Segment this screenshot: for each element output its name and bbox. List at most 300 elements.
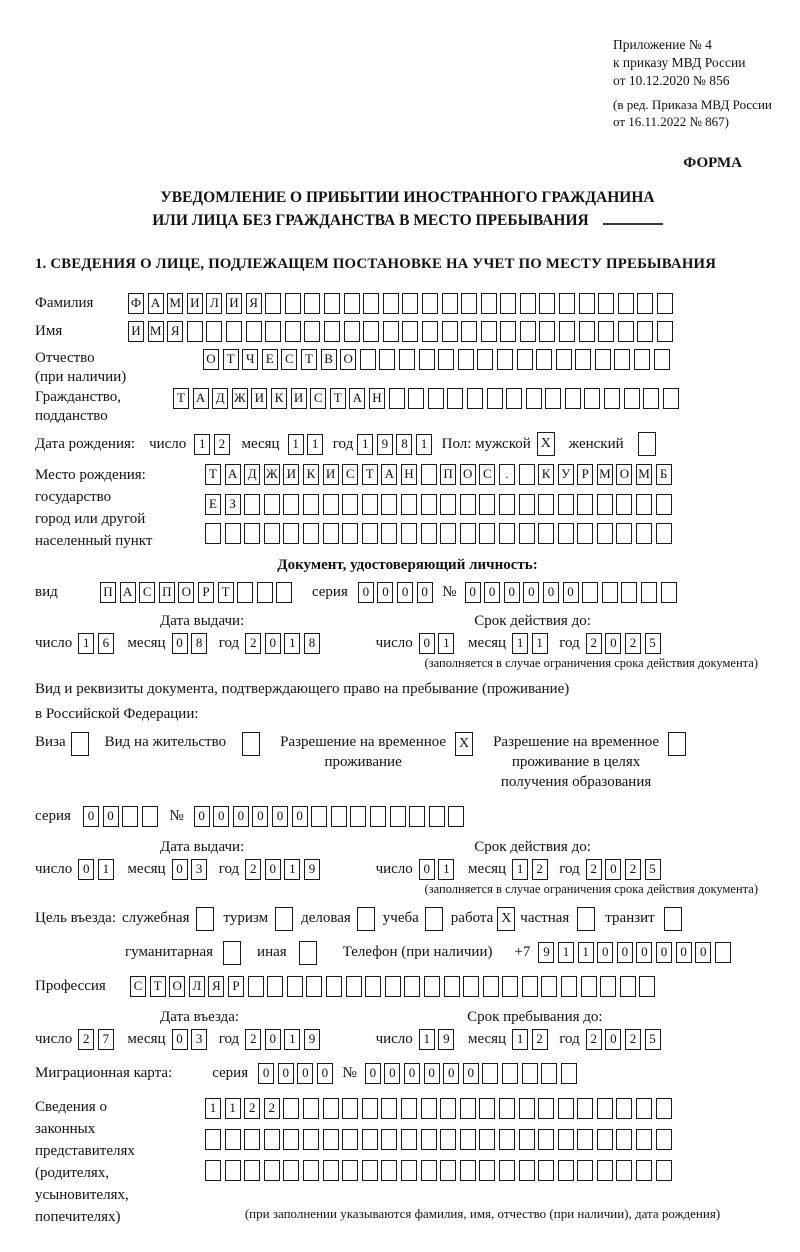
char-cell[interactable] (458, 349, 474, 370)
char-cell[interactable]: Л (206, 293, 222, 314)
char-cell[interactable] (526, 388, 542, 409)
char-cell[interactable]: 0 (417, 582, 433, 603)
char-cell[interactable] (519, 494, 535, 515)
char-cell[interactable]: М (636, 464, 652, 485)
doc-kind-cells[interactable] (100, 582, 296, 603)
char-cell[interactable]: 0 (656, 942, 672, 963)
purpose-humanitarian-checkbox[interactable] (223, 941, 241, 965)
char-cell[interactable] (342, 1129, 358, 1150)
char-cell[interactable] (244, 494, 260, 515)
char-cell[interactable]: 1 (78, 633, 94, 654)
char-cell[interactable] (187, 321, 203, 342)
birth-place-row2[interactable] (205, 494, 675, 515)
char-cell[interactable] (344, 293, 360, 314)
char-cell[interactable] (246, 321, 262, 342)
char-cell[interactable] (538, 1129, 554, 1150)
char-cell[interactable]: 7 (98, 1029, 114, 1050)
char-cell[interactable]: 2 (586, 859, 602, 880)
char-cell[interactable]: С (479, 464, 495, 485)
representatives-row1[interactable] (205, 1098, 675, 1119)
char-cell[interactable]: О (616, 464, 632, 485)
char-cell[interactable] (363, 321, 379, 342)
char-cell[interactable] (287, 976, 303, 997)
char-cell[interactable] (636, 523, 652, 544)
char-cell[interactable] (344, 321, 360, 342)
char-cell[interactable]: 2 (244, 1098, 260, 1119)
char-cell[interactable]: М (597, 464, 613, 485)
char-cell[interactable] (556, 349, 572, 370)
char-cell[interactable] (440, 494, 456, 515)
char-cell[interactable]: 2 (586, 1029, 602, 1050)
char-cell[interactable] (636, 1129, 652, 1150)
char-cell[interactable] (661, 582, 677, 603)
char-cell[interactable] (264, 523, 280, 544)
char-cell[interactable] (326, 976, 342, 997)
char-cell[interactable] (421, 1129, 437, 1150)
char-cell[interactable]: 1 (284, 859, 300, 880)
stay-month[interactable] (512, 1029, 551, 1050)
char-cell[interactable] (637, 321, 653, 342)
char-cell[interactable] (538, 523, 554, 544)
char-cell[interactable] (479, 494, 495, 515)
doc-number-cells[interactable] (465, 582, 681, 603)
char-cell[interactable] (519, 464, 535, 485)
char-cell[interactable] (428, 388, 444, 409)
char-cell[interactable] (604, 388, 620, 409)
char-cell[interactable]: Р (577, 464, 593, 485)
char-cell[interactable]: 9 (304, 859, 320, 880)
char-cell[interactable] (558, 1129, 574, 1150)
identity-valid-month[interactable] (512, 633, 551, 654)
char-cell[interactable] (634, 349, 650, 370)
char-cell[interactable] (323, 523, 339, 544)
char-cell[interactable] (303, 1098, 319, 1119)
char-cell[interactable] (442, 293, 458, 314)
char-cell[interactable] (421, 464, 437, 485)
char-cell[interactable]: 0 (384, 1063, 400, 1084)
char-cell[interactable]: 8 (396, 434, 412, 455)
char-cell[interactable] (597, 523, 613, 544)
char-cell[interactable] (248, 976, 264, 997)
char-cell[interactable]: 0 (172, 1029, 188, 1050)
rvp-issue-year[interactable] (245, 859, 323, 880)
rvp-valid-month[interactable] (512, 859, 551, 880)
visa-checkbox[interactable] (71, 732, 89, 756)
char-cell[interactable]: 9 (377, 434, 393, 455)
char-cell[interactable] (440, 1129, 456, 1150)
char-cell[interactable]: О (203, 349, 219, 370)
char-cell[interactable]: О (169, 976, 185, 997)
char-cell[interactable] (265, 321, 281, 342)
char-cell[interactable] (579, 321, 595, 342)
char-cell[interactable] (598, 293, 614, 314)
char-cell[interactable] (323, 494, 339, 515)
profession-cells[interactable] (130, 976, 659, 997)
char-cell[interactable] (304, 293, 320, 314)
char-cell[interactable]: 0 (83, 806, 99, 827)
char-cell[interactable] (460, 1098, 476, 1119)
birth-place-row3[interactable] (205, 523, 675, 544)
char-cell[interactable] (365, 976, 381, 997)
purpose-transit-checkbox[interactable] (664, 907, 682, 931)
char-cell[interactable]: 0 (397, 582, 413, 603)
char-cell[interactable]: 0 (605, 859, 621, 880)
char-cell[interactable] (421, 494, 437, 515)
char-cell[interactable] (559, 321, 575, 342)
phone-cells[interactable] (538, 942, 734, 963)
char-cell[interactable]: Р (228, 976, 244, 997)
char-cell[interactable]: С (130, 976, 146, 997)
char-cell[interactable] (244, 1129, 260, 1150)
char-cell[interactable] (536, 349, 552, 370)
char-cell[interactable] (379, 349, 395, 370)
char-cell[interactable]: 0 (265, 859, 281, 880)
rvp-issue-day[interactable] (78, 859, 117, 880)
char-cell[interactable] (461, 321, 477, 342)
char-cell[interactable] (440, 1098, 456, 1119)
char-cell[interactable]: 2 (586, 633, 602, 654)
char-cell[interactable] (461, 293, 477, 314)
char-cell[interactable]: 1 (578, 942, 594, 963)
char-cell[interactable] (401, 494, 417, 515)
char-cell[interactable] (402, 321, 418, 342)
char-cell[interactable] (595, 349, 611, 370)
char-cell[interactable]: 2 (78, 1029, 94, 1050)
char-cell[interactable]: 1 (357, 434, 373, 455)
char-cell[interactable] (303, 494, 319, 515)
char-cell[interactable] (558, 1098, 574, 1119)
char-cell[interactable]: И (128, 321, 144, 342)
char-cell[interactable]: 0 (172, 633, 188, 654)
char-cell[interactable]: 8 (304, 633, 320, 654)
char-cell[interactable]: 1 (288, 434, 304, 455)
purpose-tourism-checkbox[interactable] (275, 907, 293, 931)
rvp-number-cells[interactable] (194, 806, 468, 827)
surname-cells[interactable] (128, 293, 677, 314)
char-cell[interactable] (481, 293, 497, 314)
char-cell[interactable] (331, 806, 347, 827)
char-cell[interactable]: 1 (194, 434, 210, 455)
char-cell[interactable] (381, 494, 397, 515)
identity-issue-month[interactable] (172, 633, 211, 654)
char-cell[interactable]: П (100, 582, 116, 603)
char-cell[interactable]: 0 (504, 582, 520, 603)
char-cell[interactable] (324, 321, 340, 342)
purpose-official-checkbox[interactable] (196, 907, 214, 931)
char-cell[interactable] (402, 293, 418, 314)
char-cell[interactable]: 0 (377, 582, 393, 603)
char-cell[interactable]: 0 (617, 942, 633, 963)
birth-place-row1[interactable] (205, 464, 675, 485)
char-cell[interactable] (597, 1129, 613, 1150)
char-cell[interactable]: Ж (264, 464, 280, 485)
purpose-study-checkbox[interactable] (425, 907, 443, 931)
char-cell[interactable]: А (225, 464, 241, 485)
patronymic-cells[interactable] (203, 349, 673, 370)
char-cell[interactable] (226, 321, 242, 342)
char-cell[interactable]: 0 (419, 859, 435, 880)
char-cell[interactable]: Т (205, 464, 221, 485)
char-cell[interactable]: 1 (205, 1098, 221, 1119)
char-cell[interactable] (579, 293, 595, 314)
char-cell[interactable]: Я (208, 976, 224, 997)
char-cell[interactable]: 2 (245, 859, 261, 880)
char-cell[interactable]: 0 (636, 942, 652, 963)
char-cell[interactable] (422, 321, 438, 342)
char-cell[interactable]: 0 (358, 582, 374, 603)
char-cell[interactable] (303, 523, 319, 544)
char-cell[interactable] (323, 1129, 339, 1150)
char-cell[interactable]: И (251, 388, 267, 409)
char-cell[interactable] (545, 388, 561, 409)
char-cell[interactable]: 9 (304, 1029, 320, 1050)
char-cell[interactable] (499, 523, 515, 544)
gender-female-checkbox[interactable] (638, 432, 656, 456)
char-cell[interactable]: 0 (597, 942, 613, 963)
char-cell[interactable]: 2 (264, 1098, 280, 1119)
char-cell[interactable]: С (139, 582, 155, 603)
char-cell[interactable] (389, 388, 405, 409)
char-cell[interactable]: 0 (676, 942, 692, 963)
char-cell[interactable]: П (440, 464, 456, 485)
char-cell[interactable] (342, 1098, 358, 1119)
char-cell[interactable] (616, 1098, 632, 1119)
char-cell[interactable] (481, 321, 497, 342)
purpose-private-checkbox[interactable] (577, 907, 595, 931)
char-cell[interactable]: 1 (419, 1029, 435, 1050)
char-cell[interactable]: 0 (484, 582, 500, 603)
char-cell[interactable]: Е (205, 494, 221, 515)
identity-issue-day[interactable] (78, 633, 117, 654)
char-cell[interactable]: Н (369, 388, 385, 409)
char-cell[interactable]: И (291, 388, 307, 409)
temp-residence-education-checkbox[interactable] (668, 732, 686, 756)
char-cell[interactable] (602, 582, 618, 603)
char-cell[interactable] (463, 976, 479, 997)
char-cell[interactable] (122, 806, 138, 827)
char-cell[interactable] (538, 1098, 554, 1119)
char-cell[interactable] (346, 976, 362, 997)
char-cell[interactable] (390, 806, 406, 827)
char-cell[interactable] (429, 806, 445, 827)
char-cell[interactable]: 2 (625, 859, 641, 880)
char-cell[interactable]: 0 (172, 859, 188, 880)
char-cell[interactable] (616, 1129, 632, 1150)
char-cell[interactable] (519, 523, 535, 544)
char-cell[interactable] (577, 523, 593, 544)
char-cell[interactable]: 0 (465, 582, 481, 603)
char-cell[interactable]: 2 (532, 859, 548, 880)
char-cell[interactable] (460, 494, 476, 515)
char-cell[interactable]: 1 (225, 1098, 241, 1119)
char-cell[interactable]: 1 (284, 633, 300, 654)
char-cell[interactable] (499, 1129, 515, 1150)
char-cell[interactable] (657, 321, 673, 342)
char-cell[interactable] (636, 494, 652, 515)
char-cell[interactable] (575, 349, 591, 370)
char-cell[interactable] (401, 1098, 417, 1119)
char-cell[interactable] (561, 976, 577, 997)
temp-residence-checkbox[interactable]: X (455, 732, 473, 756)
char-cell[interactable] (636, 1098, 652, 1119)
char-cell[interactable] (624, 388, 640, 409)
char-cell[interactable] (641, 582, 657, 603)
char-cell[interactable] (342, 523, 358, 544)
char-cell[interactable]: . (499, 464, 515, 485)
char-cell[interactable]: 1 (438, 633, 454, 654)
purpose-work-checkbox[interactable]: X (497, 907, 515, 931)
char-cell[interactable] (283, 1098, 299, 1119)
char-cell[interactable] (479, 1129, 495, 1150)
char-cell[interactable] (517, 349, 533, 370)
char-cell[interactable]: 1 (416, 434, 432, 455)
stay-year[interactable] (586, 1029, 664, 1050)
char-cell[interactable] (618, 293, 634, 314)
char-cell[interactable] (637, 293, 653, 314)
char-cell[interactable]: 0 (213, 806, 229, 827)
char-cell[interactable]: С (342, 464, 358, 485)
residence-permit-checkbox[interactable] (242, 732, 260, 756)
char-cell[interactable] (363, 293, 379, 314)
char-cell[interactable] (520, 321, 536, 342)
char-cell[interactable]: 8 (191, 633, 207, 654)
char-cell[interactable]: Ф (128, 293, 144, 314)
char-cell[interactable]: А (349, 388, 365, 409)
char-cell[interactable]: Я (167, 321, 183, 342)
char-cell[interactable]: 0 (252, 806, 268, 827)
char-cell[interactable] (582, 582, 598, 603)
char-cell[interactable]: Я (246, 293, 262, 314)
char-cell[interactable]: И (187, 293, 203, 314)
char-cell[interactable]: С (310, 388, 326, 409)
char-cell[interactable] (584, 388, 600, 409)
char-cell[interactable]: Б (656, 464, 672, 485)
char-cell[interactable]: К (538, 464, 554, 485)
char-cell[interactable] (618, 321, 634, 342)
char-cell[interactable]: 0 (297, 1063, 313, 1084)
char-cell[interactable]: Т (330, 388, 346, 409)
char-cell[interactable] (541, 1063, 557, 1084)
char-cell[interactable]: У (558, 464, 574, 485)
char-cell[interactable] (597, 1098, 613, 1119)
char-cell[interactable]: 0 (563, 582, 579, 603)
char-cell[interactable]: А (193, 388, 209, 409)
char-cell[interactable] (362, 1129, 378, 1150)
char-cell[interactable] (360, 349, 376, 370)
char-cell[interactable]: 0 (404, 1063, 420, 1084)
char-cell[interactable] (264, 1129, 280, 1150)
char-cell[interactable] (408, 388, 424, 409)
char-cell[interactable] (520, 293, 536, 314)
char-cell[interactable] (419, 349, 435, 370)
char-cell[interactable] (621, 582, 637, 603)
char-cell[interactable] (440, 523, 456, 544)
char-cell[interactable] (383, 321, 399, 342)
char-cell[interactable]: 9 (438, 1029, 454, 1050)
identity-issue-year[interactable] (245, 633, 323, 654)
char-cell[interactable] (225, 1129, 241, 1150)
char-cell[interactable] (385, 976, 401, 997)
char-cell[interactable] (558, 494, 574, 515)
char-cell[interactable]: Т (218, 582, 234, 603)
char-cell[interactable] (539, 321, 555, 342)
char-cell[interactable]: 5 (645, 859, 661, 880)
char-cell[interactable]: 0 (258, 1063, 274, 1084)
citizenship-cells[interactable] (173, 388, 682, 409)
char-cell[interactable] (479, 1098, 495, 1119)
char-cell[interactable]: 2 (214, 434, 230, 455)
char-cell[interactable]: А (381, 464, 397, 485)
char-cell[interactable]: 0 (365, 1063, 381, 1084)
char-cell[interactable]: К (303, 464, 319, 485)
char-cell[interactable]: О (460, 464, 476, 485)
char-cell[interactable]: 0 (78, 859, 94, 880)
char-cell[interactable]: 0 (292, 806, 308, 827)
char-cell[interactable] (477, 349, 493, 370)
char-cell[interactable]: 3 (191, 1029, 207, 1050)
char-cell[interactable] (265, 293, 281, 314)
char-cell[interactable] (558, 523, 574, 544)
char-cell[interactable] (370, 806, 386, 827)
char-cell[interactable] (482, 1063, 498, 1084)
char-cell[interactable] (362, 494, 378, 515)
char-cell[interactable] (597, 494, 613, 515)
char-cell[interactable] (381, 1098, 397, 1119)
char-cell[interactable]: 9 (538, 942, 554, 963)
char-cell[interactable]: 2 (532, 1029, 548, 1050)
char-cell[interactable] (538, 494, 554, 515)
char-cell[interactable] (205, 523, 221, 544)
char-cell[interactable] (283, 494, 299, 515)
char-cell[interactable] (362, 523, 378, 544)
char-cell[interactable] (460, 1129, 476, 1150)
char-cell[interactable] (350, 806, 366, 827)
birth-day-cells[interactable] (194, 434, 233, 455)
rvp-series-cells[interactable] (83, 806, 161, 827)
char-cell[interactable]: 1 (284, 1029, 300, 1050)
char-cell[interactable]: 0 (424, 1063, 440, 1084)
char-cell[interactable] (565, 388, 581, 409)
char-cell[interactable] (656, 494, 672, 515)
char-cell[interactable] (460, 523, 476, 544)
char-cell[interactable] (448, 806, 464, 827)
char-cell[interactable] (616, 523, 632, 544)
char-cell[interactable]: О (178, 582, 194, 603)
char-cell[interactable]: В (321, 349, 337, 370)
char-cell[interactable] (381, 1129, 397, 1150)
char-cell[interactable] (323, 1098, 339, 1119)
char-cell[interactable]: 0 (103, 806, 119, 827)
char-cell[interactable] (559, 293, 575, 314)
char-cell[interactable]: 0 (605, 1029, 621, 1050)
representatives-row2[interactable] (205, 1129, 675, 1150)
char-cell[interactable]: Д (212, 388, 228, 409)
char-cell[interactable]: 6 (98, 633, 114, 654)
birth-month-cells[interactable] (288, 434, 327, 455)
char-cell[interactable] (522, 976, 538, 997)
char-cell[interactable]: К (271, 388, 287, 409)
char-cell[interactable]: М (148, 321, 164, 342)
char-cell[interactable]: 0 (543, 582, 559, 603)
char-cell[interactable]: 2 (245, 1029, 261, 1050)
char-cell[interactable] (444, 976, 460, 997)
char-cell[interactable] (500, 321, 516, 342)
char-cell[interactable]: 1 (512, 859, 528, 880)
char-cell[interactable]: 0 (317, 1063, 333, 1084)
char-cell[interactable] (409, 806, 425, 827)
char-cell[interactable]: 0 (278, 1063, 294, 1084)
char-cell[interactable]: 3 (191, 859, 207, 880)
